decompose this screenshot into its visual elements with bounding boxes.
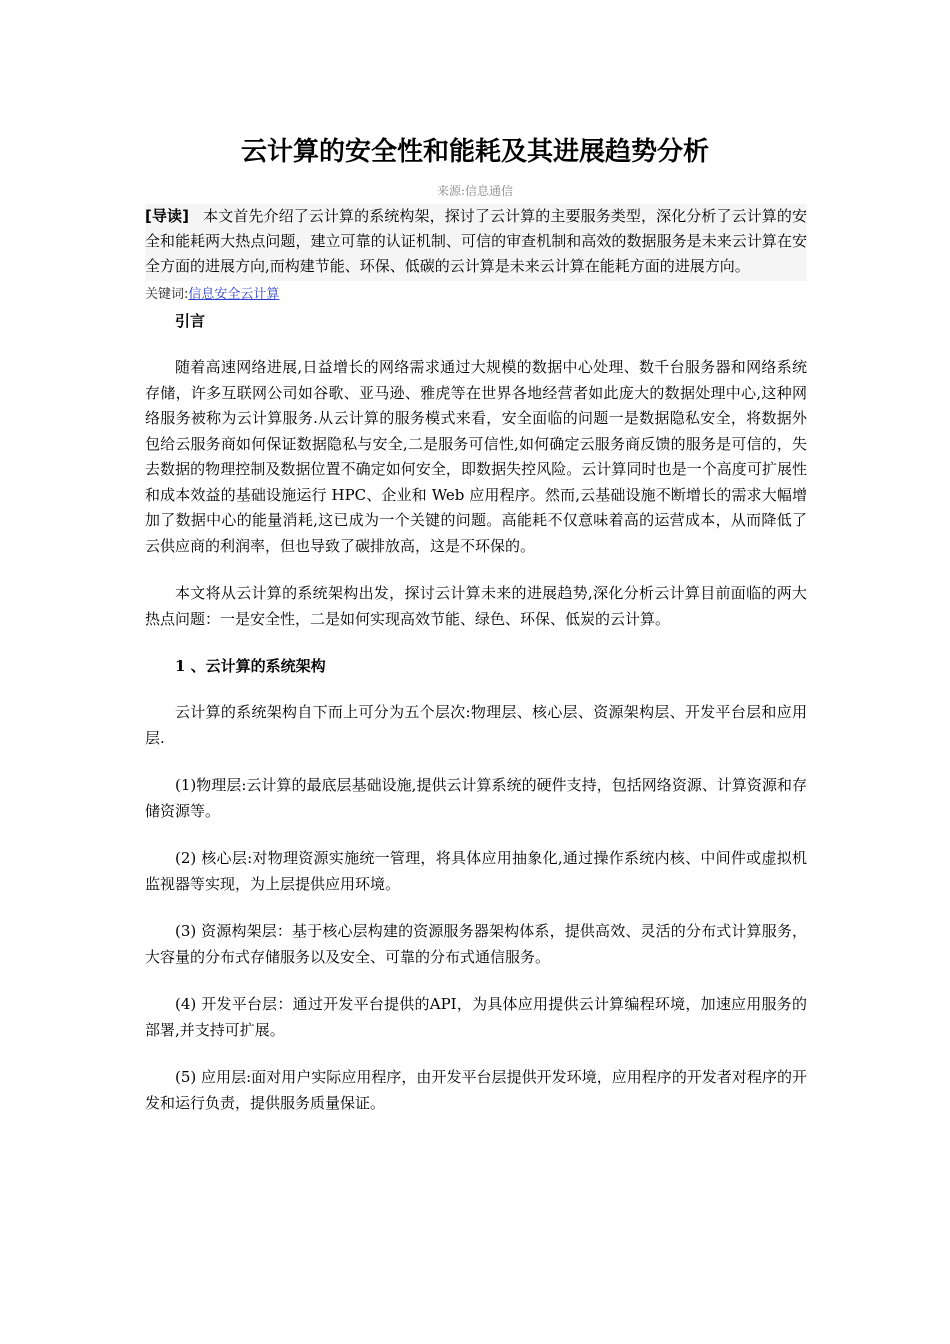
keywords-label: 关键词: xyxy=(145,287,189,302)
paragraph: (1)物理层:云计算的最底层基础设施,提供云计算系统的硬件支持，包括网络资源、计算资源和存储资源等。 xyxy=(145,776,807,820)
document-page xyxy=(145,130,807,1138)
keyword-link-cloud[interactable]: 云计算 xyxy=(240,287,280,302)
paragraph: 随着高速网络进展,日益增长的网络需求通过大规模的数据中心处理、数千台服务器和网络系统存储，许多互联网公司如谷歌、亚马逊、雅虎等在世界各地经营者如此庞大的数据处理中心,这种网络服务被称为云计算服务.从云计算的服务模式来看，安全面临的问题一是数据隐私安全，将数据外包给云服务商如何保证数据隐私与安全,二是服务可信性,如何确定云服务商反馈的服务是可信的，失去数据的物理控制及数据位置不确定如何安全，即数据失控风险。云计算同时也是一个高度可扩展性和成本效益的基础设施运行 HPC、企业和 Web 应用程序。然而,云基础设施不断增长的需求大幅增加了数据中心的能量消耗,这已成为一个关键的问题。高能耗不仅意味着高的运营成本，从而降低了云供应商的利润率，但也导致了碳排放高，这是不环保的。 xyxy=(145,358,807,555)
lead-text: 本文首先介绍了云计算的系统构架，探讨了云计算的主要服务类型，深化分析了云计算的安全和能耗两大热点问题，建立可靠的认证机制、可信的审查机制和高效的数据服务是未来云计算在安全方面的进展方向,而构建节能、环保、低碳的云计算是未来云计算在能耗方面的进展方向。 xyxy=(145,207,807,275)
paragraph: 云计算的系统架构自下而上可分为五个层次:物理层、核心层、资源架构层、开发平台层和应用层. xyxy=(145,703,807,747)
source-line: 来源:信息通信 xyxy=(436,184,514,198)
keyword-link-infosec[interactable]: 信息安全 xyxy=(188,287,241,302)
document-title: 云计算的安全性和能耗及其进展趋势分析 xyxy=(240,137,709,167)
section-heading: 1 、云计算的系统架构 xyxy=(175,657,326,675)
paragraph: (5) 应用层:面对用户实际应用程序，由开发平台层提供开发环境，应用程序的开发者对程序的开发和运行负责，提供服务质量保证。 xyxy=(145,1068,807,1112)
lead-summary xyxy=(145,204,807,281)
paragraph: (4) 开发平台层：通过开发平台提供的API，为具体应用提供云计算编程环境，加速应用服务的部署,并支持可扩展。 xyxy=(145,995,807,1039)
intro-heading: 引言 xyxy=(175,312,206,330)
paragraph: (2) 核心层:对物理资源实施统一管理，将具体应用抽象化,通过操作系统内核、中间件或虚拟机监视器等实现，为上层提供应用环境。 xyxy=(145,849,807,893)
paragraph: 本文将从云计算的系统架构出发，探讨云计算未来的进展趋势,深化分析云计算目前面临的两大热点问题：一是安全性，二是如何实现高效节能、绿色、环保、低炭的云计算。 xyxy=(145,584,807,628)
keywords xyxy=(145,283,807,307)
paragraph: (3) 资源构架层：基于核心层构建的资源服务器架构体系，提供高效、灵活的分布式计算服务，大容量的分布式存储服务以及安全、可靠的分布式通信服务。 xyxy=(145,922,807,966)
lead-tag: [导读] xyxy=(145,207,190,225)
